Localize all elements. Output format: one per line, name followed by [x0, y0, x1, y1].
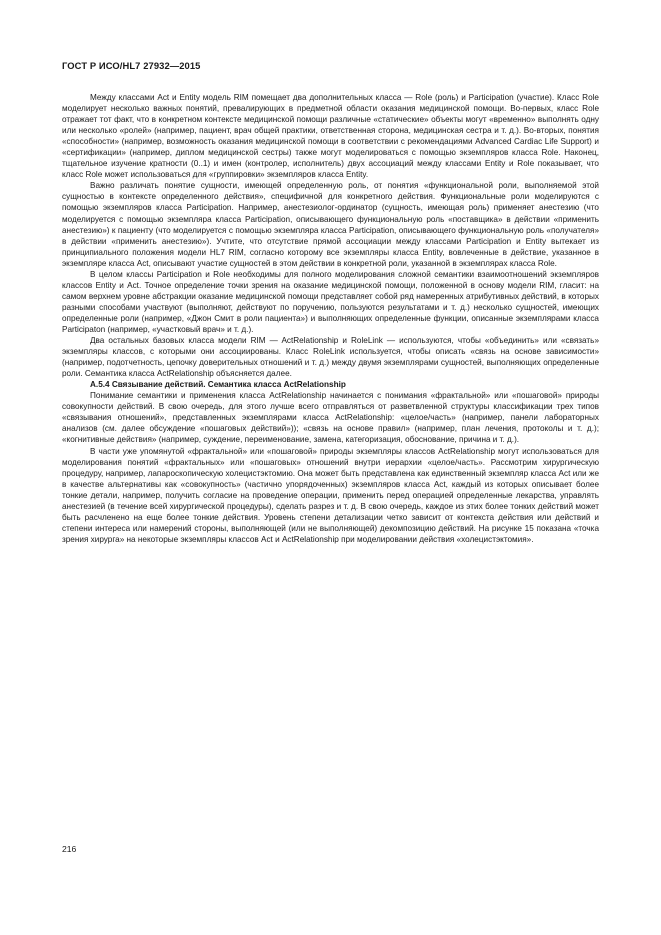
paragraph-whole-part: В части уже упомянутой «фрактальной» или «пошаговой» природы экземпляры классов ActRelationship могут использоваться для моделирования понятий «фрактальных» или «пошаговых» отношений внутри иерархии «целое/часть». Рассмотрим хирургическую процедуру, например, лапароскопическую холецистэктомию. Она может быть представлена как единственный экземпляр класса Act или же в качестве альтернативы как «совокупность» (частично упорядоченных) экземпляров класса Act, каждый из которых описывает более тонкие детали, например, получить согласие на проведение операции, применить перед операцией определенные лекарства, управлять анестезией (в течение всей хирургической процедуры), сделать разрез и т. д. В свою очередь, каждое из этих более тонких действий может быть расчленено на еще более тонкие действия. Уровень степени детализации четко зависит от контекста действия или действий и степени интереса или намерений стороны, выполняющей (или не выполняющей) декомпозицию действий. На рисунке 15 показана «точка зрения хирурга» на некоторые экземпляры классов Act и ActRelationship при моделировании действия «холецистэктомия».	[62, 446, 599, 544]
section-heading-a-5-4: А.5.4 Связывание действий. Семантика класса ActRelationship	[90, 380, 346, 390]
paragraph-functional-roles: Важно различать понятие сущности, имеющей определенную роль, от понятия «функциональной роли, выполняемой этой сущностью в контексте определенного действия», специфичной для конкретного действия. Функциональные роли моделируются с помощью экземпляров класса Participation. Например, анестезиолог-ординатор (сущность, имеющая роль) применяет анестезию (что моделируется с помощью экземпляра класса Participation, описывающего функциональную роль «поставщика» в действии «применить анестезию») к пациенту (что моделируется с помощью экземпляра класса Participation, описывающего функциональную роль «получателя» в действии «применить анестезию»). Учтите, что отсутствие прямой ассоциации между классами Participation и Entity вытекает из принципиального положения модели HL7 RIM, согласно которому все экземпляры класса Entity, вовлеченные в действие, указанное в экземпляре класса Act, описывают участие сущностей в этом действии в конкретной роли, указанной в экземплярах класса Role.	[62, 181, 599, 268]
paragraph-semantics-overview: В целом классы Participation и Role необходимы для полного моделирования сложной семантики взаимоотношений экземпляров классов Entity и Act. Точное определение точки зрения на оказание медицинской помощи, положенной в основу модели RIM, гласит: на самом верхнем уровне абстракции оказание медицинской помощи представляет собой ряд намеренных атрибутивных действий, в которых разными способами участвуют (выполняют, действуют по поручению, пользуются результатами и т. д.) несколько сущностей, имеющих определенные роли (например, «Джон Смит в роли пациента») и выполняющих определенные функции, описанные экземплярами класса Participaton (например, «участковый врач» и т. д.).	[62, 269, 599, 334]
paragraph-actrelationship-rolelink: Два остальных базовых класса модели RIM — ActRelationship и RoleLink — используются, чтобы «объединить» или «связать» экземпляры классов, с которыми они ассоциированы. Класс RoleLink используется, чтобы описать «связь на основе зависимости» (например, подотчетность, цепочку доверительных отношений и т. д.) между двумя экземплярами сущностей, выполняющих определенные роли. Семантика класса ActRelationship объясняется далее.	[62, 336, 599, 379]
paragraph-fractal-nature: Понимание семантики и применения класса ActRelationship начинается с понимания «фрактальной» или «пошаговой» природы совокупности действий. В свою очередь, для этого лучше всего отправляться от разветвленной структуры классификации трех типов «связывания отношений», представленных экземплярами класса ActRelationship: «целое/часть» (например, панели лабораторных анализов (см. далее обсуждение «пошаговых действий»)); «связь на основе правил» (например, план лечения, протоколы и т. д.); «когнитивные действия» (например, суждение, переименование, замена, категоризация, обоснование, причина и т. д.).	[62, 391, 599, 445]
paragraph-role-participation: Между классами Act и Entity модель RIM помещает два дополнительных класса — Role (роль) и Participation (участие). Класс Role моделирует несколько важных понятий, превалирующих в предметной области оказания медицинской помощи. Во-первых, класс Role отражает тот факт, что в конкретном контексте медицинской помощи различные «статические» объекты могут «временно» выполнять одну или несколько «ролей» (например, пациент, врач общей практики, ответственная сторона, медицинская сестра и т. д.). Во-вторых, понятия «способности» (например, возможность оказания медицинской помощи в соответствии с рекомендациями Advanced Cardiac Life Support) и «сертификации» (например, диплом медицинской сестры) также могут моделироваться с помощью экземпляров класса Role. Наконец, тщательное изучение кратности (0..1) и имен (контролер, исполнитель) двух ассоциаций между классами Entity и Role показывает, что класс Role может использоваться для «группировки» экземпляров класса Entity.	[62, 93, 599, 180]
page-header: ГОСТ Р ИСО/HL7 27932—2015	[62, 60, 201, 71]
document-body	[62, 92, 599, 545]
page-number: 216	[62, 844, 77, 854]
